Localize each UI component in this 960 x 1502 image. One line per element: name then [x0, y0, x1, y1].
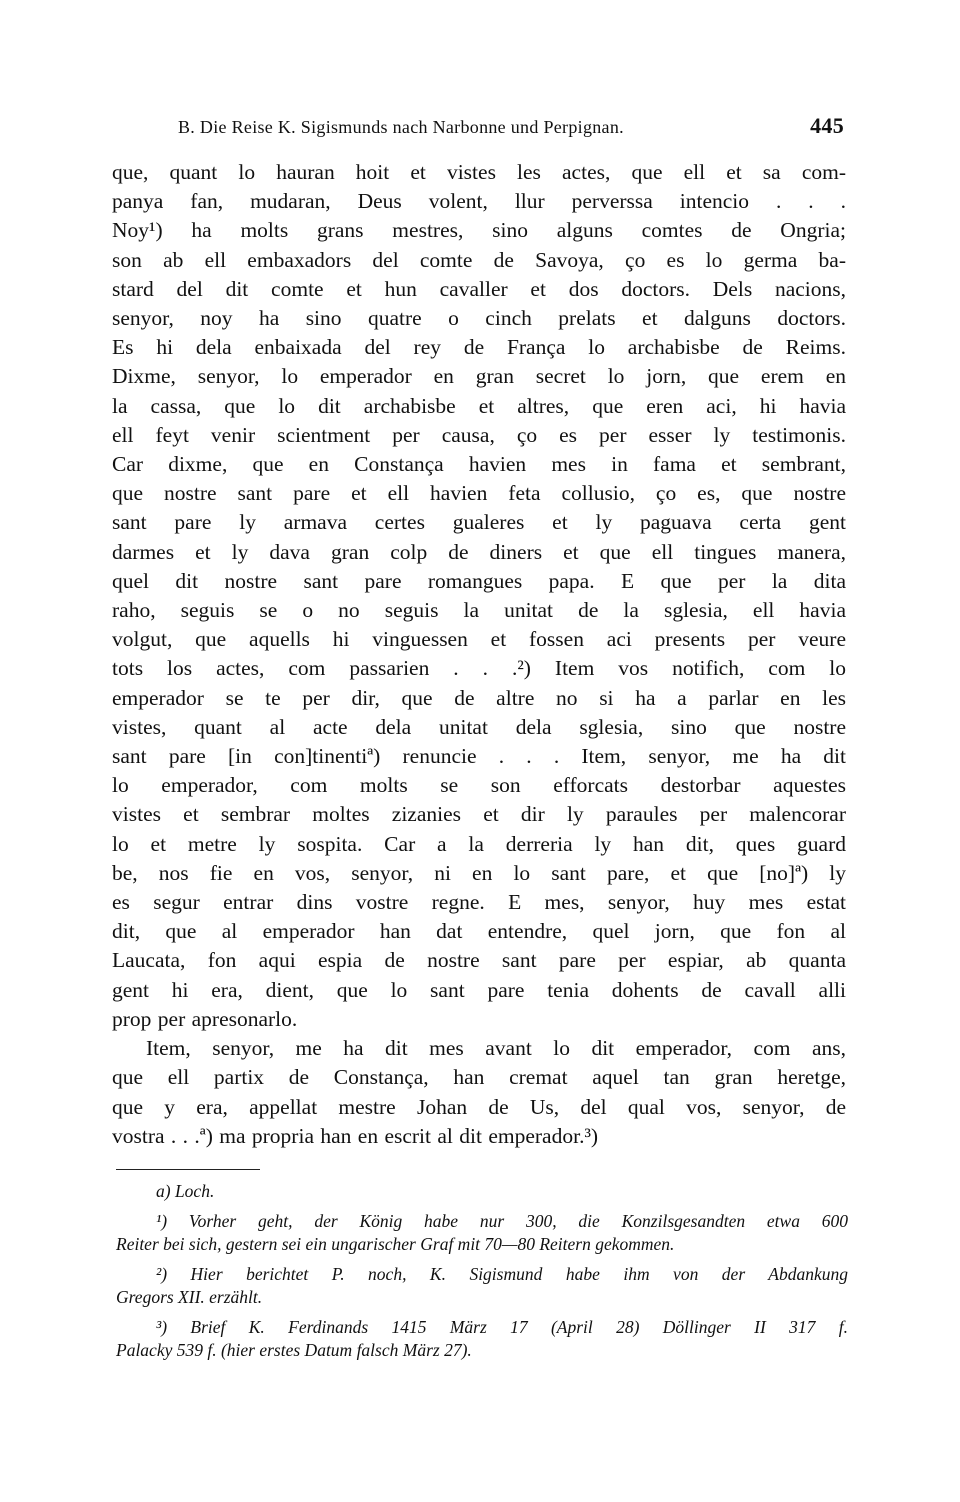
text-line: que nostre sant pare et ell havien feta collusio, ço es, que nostre	[112, 481, 846, 506]
text-line: panya fan, mudaran, Deus volent, llur perverssa intencio . . .	[112, 189, 846, 214]
text-line: Car dixme, que en Constança havien mes in fama et sembrant,	[112, 452, 846, 477]
footnote-line: Reiter bei sich, gestern sei ein ungarischer Graf mit 70—80 Reitern gekommen.	[116, 1234, 675, 1254]
running-header	[178, 113, 844, 139]
text-line: Noy¹) ha molts grans mestres, sino alguns comtes de Ongria;	[112, 218, 846, 243]
text-line: Item, senyor, me ha dit mes avant lo dit emperador, com ans,	[146, 1036, 846, 1061]
footnote-line: a) Loch.	[156, 1181, 215, 1201]
footnote-line: Gregors XII. erzählt.	[116, 1287, 263, 1307]
text-line: son ab ell embaxadors del comte de Savoya, ço es lo germa ba-	[112, 247, 846, 272]
footnote	[116, 1316, 848, 1362]
text-line: sant pare ly armava certes gualeres et ly paguava certa gent	[112, 510, 846, 535]
text-line: Laucata, fon aqui espia de nostre sant pare per espiar, ab quanta	[112, 948, 846, 973]
text-line: vistes, quant al acte dela unitat dela sglesia, sino que nostre	[112, 714, 846, 739]
footnote	[116, 1263, 848, 1309]
text-line: emperador se te per dir, que de altre no si ha a parlar en les	[112, 685, 846, 710]
text-line: tots los actes, com passarien . . .²) Item vos notifich, com lo	[112, 656, 846, 681]
text-line: be, nos fie en vos, senyor, ni en lo sant pare, et que [no]ª) ly	[112, 860, 846, 885]
footnotes	[116, 1180, 848, 1362]
text-line: raho, seguis se o no seguis la unitat de la sglesia, ell havia	[112, 598, 846, 623]
footnote-rule	[116, 1169, 260, 1170]
text-line: Es hi dela enbaixada del rey de França lo archabisbe de Reims.	[112, 335, 846, 360]
text-line: volgut, que aquells hi vinguessen et fossen aci presents per veure	[112, 627, 846, 652]
text-line: vistes et sembrar moltes zizanies et dir ly paraules per malencorar	[112, 802, 846, 827]
text-line: la cassa, que lo dit archabisbe et altres, que eren aci, hi havia	[112, 393, 846, 418]
text-line: stard del dit comte et hun cavaller et dos doctors. Dels nacions,	[112, 276, 846, 301]
text-line: que ell partix de Constança, han cremat aquel tan gran heretge,	[112, 1065, 846, 1090]
text-line: sant pare [in con]tinentiª) renuncie . . . Item, senyor, me ha dit	[112, 744, 846, 769]
footnote-line: ²) Hier berichtet P. noch, K. Sigismund habe ihm von der Abdankung	[156, 1264, 848, 1284]
text-line: lo et metre ly sospita. Car a la derreria ly han dit, ques guard	[112, 831, 846, 856]
text-line: lo emperador, com molts se son efforcats destorbar aquestes	[112, 773, 846, 798]
text-line: es segur entrar dins vostre regne. E mes, senyor, huy mes estat	[112, 890, 846, 915]
text-line: senyor, noy ha sino quatre o cinch prelats et dalguns doctors.	[112, 306, 846, 331]
footnote-line: ³) Brief K. Ferdinands 1415 März 17 (April 28) Döllinger II 317 f.	[156, 1317, 848, 1337]
text-line: que, quant lo hauran hoit et vistes les actes, que ell et sa com-	[112, 160, 846, 184]
footnote-line: Palacky 539 f. (hier erstes Datum falsch März 27).	[116, 1340, 472, 1360]
footnote	[116, 1180, 848, 1203]
footnote-line: ¹) Vorher geht, der König habe nur 300, die Konzilsgesandten etwa 600	[156, 1211, 848, 1231]
text-line: darmes et ly dava gran colp de diners et que ell tingues manera,	[112, 539, 846, 564]
text-line: quel dit nostre sant pare romangues papa. E que per la dita	[112, 568, 846, 593]
text-line: vostra . . .ª) ma propria han en escrit al dit emperador.³)	[112, 1123, 599, 1148]
text-line: prop per apresonarlo.	[112, 1006, 298, 1031]
text-line: Dixme, senyor, lo emperador en gran secret lo jorn, que erem en	[112, 364, 846, 389]
text-line: que y era, appellat mestre Johan de Us, del qual vos, senyor, de	[112, 1094, 846, 1119]
text-line: gent hi era, dient, que lo sant pare tenia dohents de cavall alli	[112, 977, 846, 1002]
text-line: dit, que al emperador han dat entendre, quel jorn, que fon al	[112, 919, 846, 944]
page-number: 445	[810, 113, 844, 138]
running-title: B. Die Reise K. Sigismunds nach Narbonne und Perpignan.	[178, 117, 624, 137]
footnote	[116, 1210, 848, 1256]
main-text	[112, 158, 846, 1151]
text-line: ell feyt venir scientment per causa, ço es per esser ly testimonis.	[112, 422, 846, 447]
